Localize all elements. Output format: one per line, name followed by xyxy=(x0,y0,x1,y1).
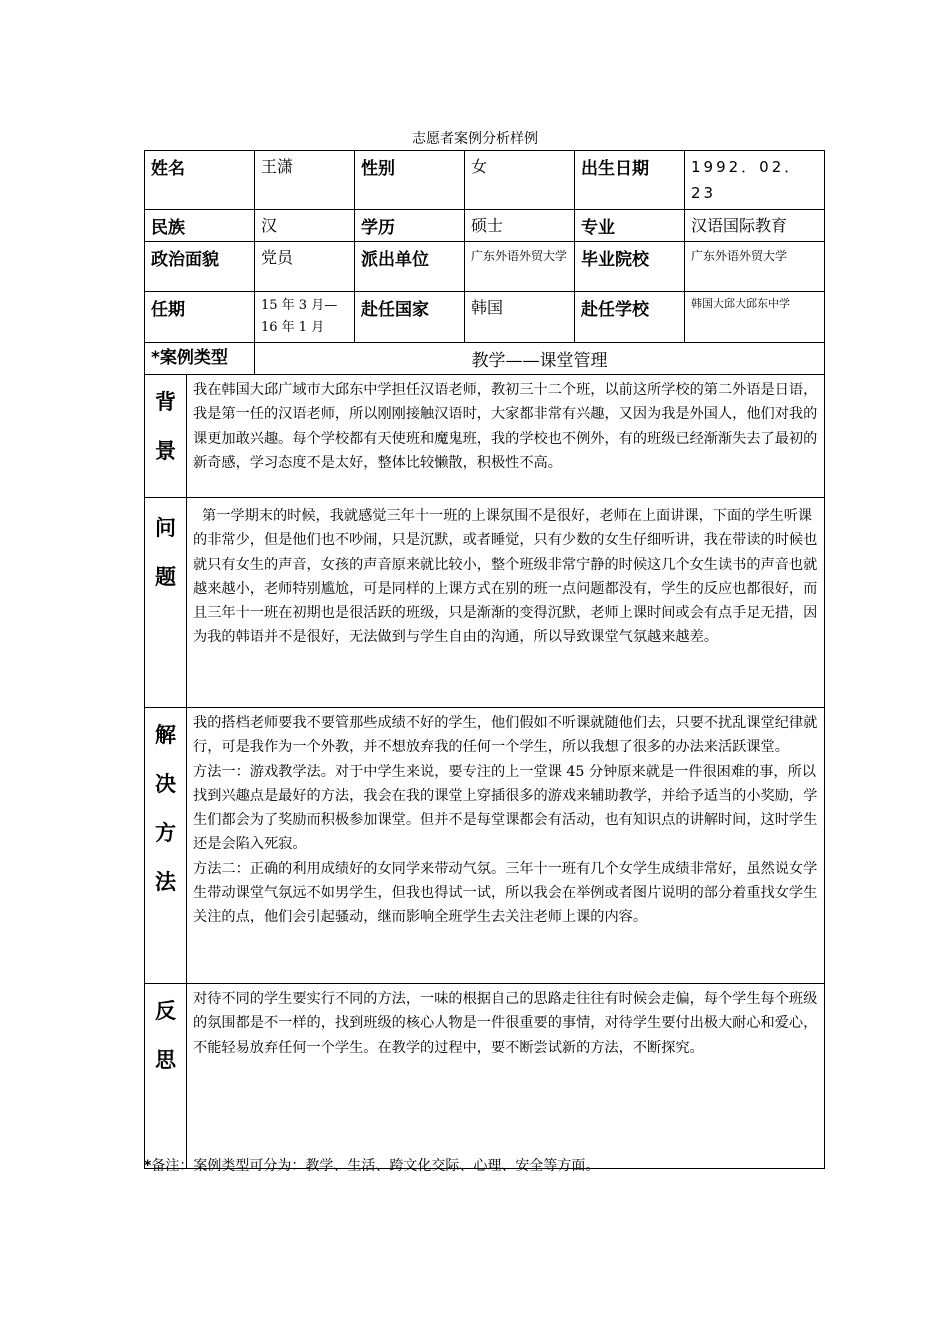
education-value: 硕士 xyxy=(465,210,575,242)
solution-body: 我的搭档老师要我不要管那些成绩不好的学生，他们假如不听课就随他们去，只要不扰乱课堂纪律就行，可是我作为一个外教，并不想放弃我的任何一个学生，所以我想了很多的办法来活跃课堂。 方法一：游戏教学法。对于中学生来说，要专注的上一堂课 45 分钟原来就是一件很困难的事，所以找到兴趣点是最好的方法，我会在我的课堂上穿插很多的游戏来辅助教学，并给予适当的小奖励，学生们都会为了奖励而积极参加课堂。但并不是每堂课都会有活动，也有知识点的讲解时间，这时学生还是会陷入死寂。 方法二：正确的利用成绩好的女同学来带动气氛。三年十一班有几个女学生成绩非常好，虽然说女学生带动课堂气氛远不如男学生，但我也得试一试，所以我会在举例或者图片说明的部分着重找女学生关注的点，他们会引起骚动，继而影响全班学生去关注老师上课的内容。 xyxy=(187,708,825,984)
country-label: 赴任国家 xyxy=(355,292,465,343)
reflection-heading: 反 思 xyxy=(145,984,187,1169)
background-body: 我在韩国大邱广域市大邱东中学担任汉语老师，教初三十二个班，以前这所学校的第二外语是日语，我是第一任的汉语老师，所以刚刚接触汉语时，大家都非常有兴趣，又因为我是外国人，他们对我的课更加敢兴趣。每个学校都有天使班和魔鬼班，我的学校也不例外，有的班级已经渐渐失去了最初的新奇感，学习态度不是太好，整体比较懒散，积极性不高。 xyxy=(187,375,825,498)
education-label: 学历 xyxy=(355,210,465,242)
ethnicity-label: 民族 xyxy=(145,210,255,242)
case-type-label: *案例类型 xyxy=(145,343,255,375)
name-value: 王潇 xyxy=(255,151,355,210)
school-value: 广东外语外贸大学 xyxy=(685,242,825,292)
case-type-value: 教学——课堂管理 xyxy=(255,343,825,375)
footnote xyxy=(144,1155,599,1175)
page-title: 志愿者案例分析样例 xyxy=(412,131,538,147)
school-label: 毕业院校 xyxy=(575,242,685,292)
major-label: 专业 xyxy=(575,210,685,242)
political-value: 党员 xyxy=(255,242,355,292)
term-label: 任期 xyxy=(145,292,255,343)
footnote-text: 备注：案例类型可分为：教学、生活、跨文化交际、心理、安全等方面。 xyxy=(151,1158,600,1174)
problem-heading: 问 题 xyxy=(145,498,187,708)
name-label: 姓名 xyxy=(145,151,255,210)
major-value: 汉语国际教育 xyxy=(685,210,825,242)
ethnicity-value: 汉 xyxy=(255,210,355,242)
term-value: 15 年 3 月—16 年 1 月 xyxy=(255,292,355,343)
reflection-body: 对待不同的学生要实行不同的方法，一味的根据自己的思路走往往有时候会走偏，每个学生每个班级的氛围都是不一样的，找到班级的核心人物是一件很重要的事情，对待学生要付出极大耐心和爱心，不能轻易放弃任何一个学生。在教学的过程中，要不断尝试新的方法，不断探究。 xyxy=(187,984,825,1169)
gender-label: 性别 xyxy=(355,151,465,210)
background-heading: 背 景 xyxy=(145,375,187,498)
birth-value: 1992．02．23 xyxy=(685,151,825,210)
problem-body: 第一学期末的时候，我就感觉三年十一班的上课氛围不是很好，老师在上面讲课，下面的学生听课的非常少，但是他们也不吵闹，只是沉默，或者睡觉，只有少数的女生仔细听讲，我在带读的时候也就只有女生的声音，女孩的声音原来就比较小，整个班级非常宁静的时候这几个女生读书的声音也就越来越小，老师特别尴尬，可是同样的上课方式在别的班一点问题都没有，学生的反应也都很好，而且三年十一班在初期也是很活跃的班级，只是渐渐的变得沉默，老师上课时间或会有点手足无措，因为我的韩语并不是很好，无法做到与学生自由的沟通，所以导致课堂气氛越来越差。 xyxy=(187,498,825,708)
solution-heading: 解 决 方 法 xyxy=(145,708,187,984)
case-form-table xyxy=(144,150,825,1169)
country-value: 韩国 xyxy=(465,292,575,343)
footnote-star: * xyxy=(144,1158,152,1174)
unit-value: 广东外语外贸大学 xyxy=(465,242,575,292)
birth-label: 出生日期 xyxy=(575,151,685,210)
post-school-value: 韩国大邱大邱东中学 xyxy=(685,292,825,343)
political-label: 政治面貌 xyxy=(145,242,255,292)
unit-label: 派出单位 xyxy=(355,242,465,292)
post-school-label: 赴任学校 xyxy=(575,292,685,343)
gender-value: 女 xyxy=(465,151,575,210)
